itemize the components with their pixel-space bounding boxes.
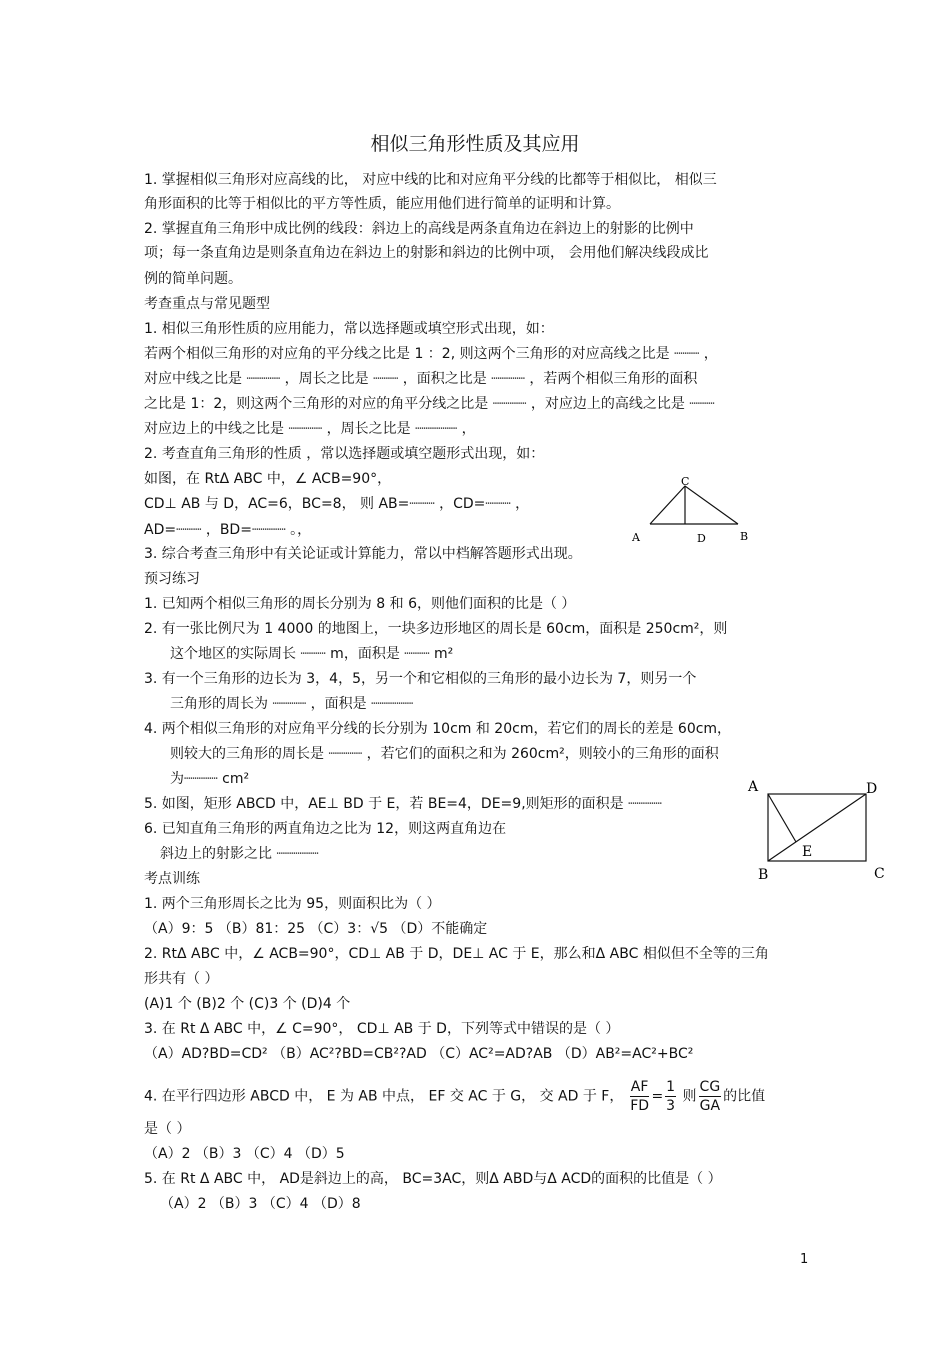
vertex-label-b: B bbox=[740, 530, 749, 543]
fraction-denominator: 3 bbox=[666, 1098, 676, 1114]
fraction-numerator: CG bbox=[699, 1079, 721, 1095]
text-line: 是（ ） bbox=[144, 1121, 191, 1137]
text-line: 5. 在 Rt Δ ABC 中， AD是斜边上的高， BC=3AC，则Δ ABD与Δ ACD的面积的比值是（ ） bbox=[144, 1171, 722, 1187]
text-line: 为┈┈┈┈ cm² bbox=[170, 771, 250, 787]
fraction-af-fd bbox=[630, 1078, 650, 1115]
question-4-line bbox=[144, 1078, 765, 1115]
text-line: 角形面积的比等于相似比的平方等性质，能应用他们进行简单的证明和计算。 bbox=[144, 196, 620, 212]
page-number: 1 bbox=[800, 1252, 809, 1267]
vertex-label-a: A bbox=[748, 779, 759, 795]
text-line: 2. 考查直角三角形的性质 ，常以选择题或填空题形式出现，如： bbox=[144, 446, 545, 462]
rectangle-figure bbox=[742, 772, 892, 884]
vertex-label-c: C bbox=[681, 475, 690, 488]
text-line: 5. 如图，矩形 ABCD 中，AE⊥ BD 于 E，若 BE=4，DE=9,则矩形的面积是 ┈┈┈┈ bbox=[144, 796, 662, 812]
vertex-label-c: C bbox=[874, 866, 885, 882]
fraction-one-third bbox=[665, 1078, 676, 1115]
text-line: 例的简单问题。 bbox=[144, 271, 242, 287]
fraction-denominator: FD bbox=[630, 1098, 650, 1114]
text-line: （A）9：5 （B）81：25 （C）3：√5 （D）不能确定 bbox=[144, 921, 488, 937]
fraction-denominator: GA bbox=[699, 1098, 721, 1114]
fraction-numerator: 1 bbox=[666, 1079, 676, 1095]
text-line: （A）2 （B）3 （C）4 （D）8 bbox=[160, 1196, 361, 1212]
text-line: 1. 掌握相似三角形对应高线的比， 对应中线的比和对应角平分线的比都等于相似比， 相似三 bbox=[144, 172, 717, 188]
text-line: 这个地区的实际周长 ┈┈┈ m，面积是 ┈┈┈ m² bbox=[170, 646, 454, 662]
text-line: 4. 两个相似三角形的对应角平分线的长分别为 10cm 和 20cm，若它们的周长的差是 60cm， bbox=[144, 721, 732, 737]
q4-suffix: 的比值 bbox=[723, 1088, 766, 1105]
text-line: 3. 有一个三角形的边长为 3，4，5，另一个和它相似的三角形的最小边长为 7，则另一个 bbox=[144, 671, 697, 687]
text-line: 对应边上的中线之比是 ┈┈┈┈ ，周长之比是 ┈┈┈┈┈ ， bbox=[144, 421, 476, 437]
text-line: 考点训练 bbox=[144, 871, 200, 887]
text-line: AD=┈┈┈ ，BD=┈┈┈┈ 。， bbox=[144, 522, 312, 538]
text-line: 2. 掌握直角三角形中成比例的线段：斜边上的高线是两条直角边在斜边上的射影的比例中 bbox=[144, 221, 694, 237]
text-line: 之比是 1：2，则这两个三角形的对应的角平分线之比是 ┈┈┈┈ ，对应边上的高线之比是 ┈┈┈ bbox=[144, 396, 715, 412]
text-line: 1. 已知两个相似三角形的周长分别为 8 和 6，则他们面积的比是（ ） bbox=[144, 596, 576, 612]
equals-sign: = bbox=[651, 1088, 664, 1105]
vertex-label-d: D bbox=[866, 781, 878, 797]
text-line: 1. 两个三角形周长之比为 95，则面积比为（ ） bbox=[144, 896, 441, 912]
text-line: 预习练习 bbox=[144, 571, 200, 587]
q4-middle-text: 则 bbox=[678, 1088, 697, 1105]
text-line: 斜边上的射影之比 ┈┈┈┈┈ bbox=[160, 846, 319, 862]
text-line: （A）2 （B）3 （C）4 （D）5 bbox=[144, 1146, 345, 1162]
page-title: 相似三角形性质及其应用 bbox=[370, 133, 580, 155]
text-line: 6. 已知直角三角形的两直角边之比为 12，则这两直角边在 bbox=[144, 821, 507, 837]
text-line: 若两个相似三角形的对应角的平分线之比是 1 ：2, 则这两个三角形的对应高线之比是 ┈┈┈ ， bbox=[144, 346, 718, 362]
text-line: (A)1 个 (B)2 个 (C)3 个 (D)4 个 bbox=[144, 996, 351, 1012]
text-line: 2. RtΔ ABC 中，∠ ACB=90°，CD⊥ AB 于 D，DE⊥ AC 于 E，那么和Δ ABC 相似但不全等的三角 bbox=[144, 946, 769, 962]
q4-prefix: 4. 在平行四边形 ABCD 中， E 为 AB 中点， EF 交 AC 于 G， 交 AD 于 F， bbox=[144, 1088, 624, 1105]
text-line: 3. 综合考查三角形中有关论证或计算能力，常以中档解答题形式出现。 bbox=[144, 546, 582, 562]
text-line: 3. 在 Rt Δ ABC 中，∠ C=90°， CD⊥ AB 于 D，下列等式中错误的是（ ） bbox=[144, 1021, 620, 1037]
text-line: 对应中线之比是 ┈┈┈┈ ，周长之比是 ┈┈┈ ，面积之比是 ┈┈┈┈ ，若两个相似三角形的面积 bbox=[144, 371, 698, 387]
text-line: 1. 相似三角形性质的应用能力，常以选择题或填空形式出现，如： bbox=[144, 321, 554, 337]
fraction-numerator: AF bbox=[630, 1079, 649, 1095]
text-line: （A）AD?BD=CD² （B）AC²?BD=CB²?AD （C）AC²=AD?AB （D）AB²=AC²+BC² bbox=[144, 1046, 694, 1062]
text-line: 如图，在 RtΔ ABC 中，∠ ACB=90°， bbox=[144, 471, 392, 487]
text-line: 项；每一条直角边是则条直角边在斜边上的射影和斜边的比例中项， 会用他们解决线段成比 bbox=[144, 245, 709, 261]
point-label-e: E bbox=[802, 844, 813, 860]
text-line: 形共有（ ） bbox=[144, 971, 219, 987]
text-line: 则较大的三角形的周长是 ┈┈┈┈ ，若它们的面积之和为 260cm²，则较小的三角形的面积 bbox=[170, 746, 719, 762]
triangle-figure bbox=[628, 474, 758, 546]
vertex-label-b: B bbox=[758, 867, 769, 883]
text-line: CD⊥ AB 与 D，AC=6，BC=8， 则 AB=┈┈┈ ，CD=┈┈┈ ， bbox=[144, 496, 530, 512]
text-line: 考查重点与常见题型 bbox=[144, 296, 270, 312]
vertex-label-d: D bbox=[697, 532, 706, 545]
text-line: 2. 有一张比例尺为 1 4000 的地图上，一块多边形地区的周长是 60cm，面积是 250cm²，则 bbox=[144, 621, 728, 637]
fraction-cg-ga bbox=[699, 1078, 722, 1115]
text-line: 三角形的周长为 ┈┈┈┈ ，面积是 ┈┈┈┈┈ bbox=[170, 696, 414, 712]
vertex-label-a: A bbox=[632, 531, 640, 544]
